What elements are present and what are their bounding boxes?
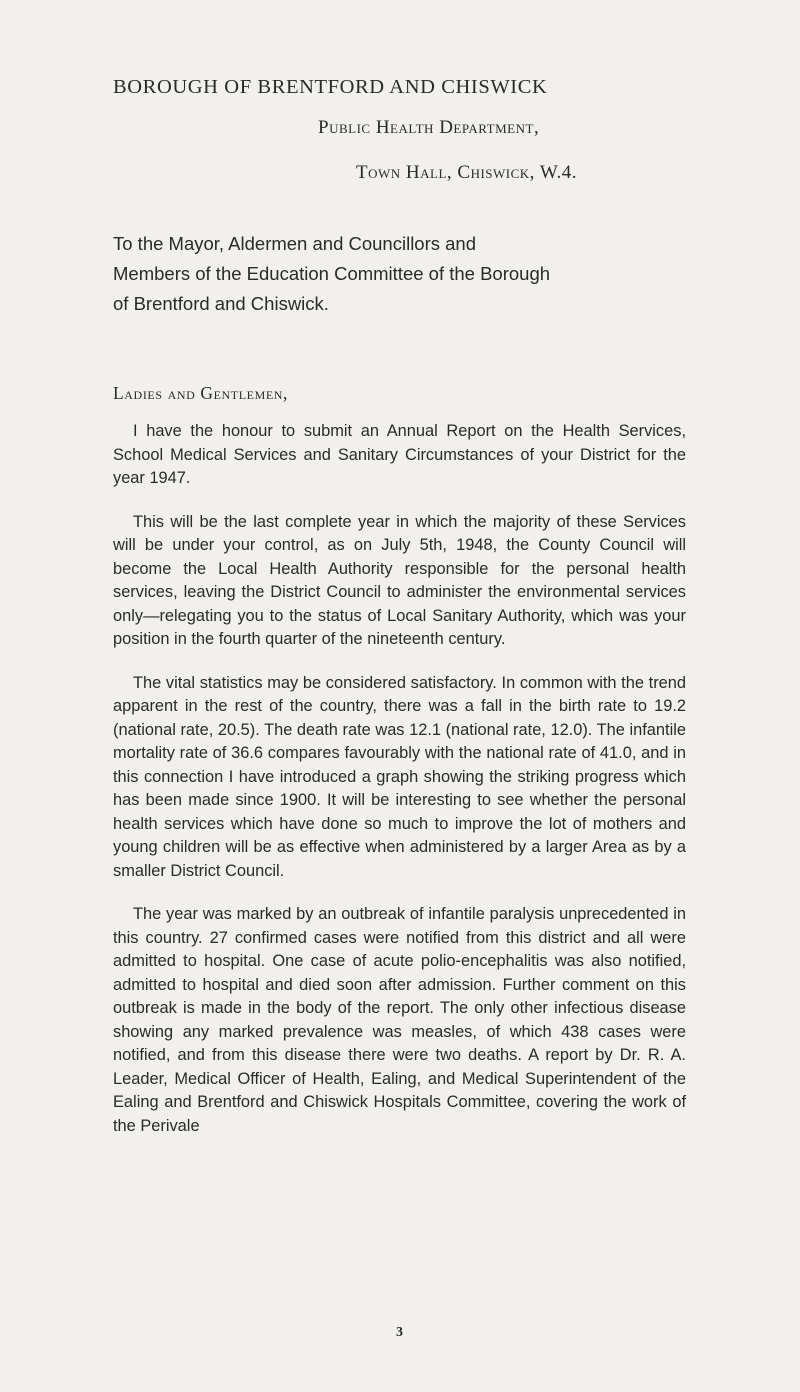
addressee-block: To the Mayor, Aldermen and Councillors and Members of the Education Committee of the Borough of Brentford and Chiswick. — [113, 233, 551, 314]
document-heading: BOROUGH OF BRENTFORD AND CHISWICK — [113, 76, 548, 98]
salutation: Ladies and Gentlemen, — [113, 383, 289, 403]
paragraph-introduction: I have the honour to submit an Annual Report on the Health Services, School Medical Services and Sanitary Circumstances of your District for the year 1947. — [113, 422, 686, 487]
paragraph-last-year: This will be the last complete year in which the majority of these Services will be under your control, as on July 5th, 1948, the County Council will become the Local Health Authority responsible for the personal health services, leaving the District Council to administer the environmental services only—relegating you to the status of Local Sanitary Authority, which was your position in the fourth quarter of the nineteenth century. — [113, 512, 686, 648]
paragraph-infectious-disease: The year was marked by an outbreak of infantile paralysis unprecedented in this country. 27 confirmed cases were notified from this district and all were admitted to hospital. One case of acute polio-encephalitis was also notified, admitted to hospital and died soon after admission. Further comment on this outbreak is made in the body of the report. The only other infectious disease showing any marked prevalence was measles, of which 438 cases were notified, and from this disease there were two deaths. A report by Dr. R. A. Leader, Medical Officer of Health, Ealing, and Medical Superintendent of the Ealing and Brentford and Chiswick Hospitals Committee, covering the work of the Perivale — [113, 905, 686, 1135]
department-line: Public Health Department, — [318, 117, 540, 138]
page-number: 3 — [396, 1325, 403, 1340]
paragraph-vital-statistics: The vital statistics may be considered satisfactory. In common with the trend apparent in the rest of the country, there was a fall in the birth rate to 19.2 (national rate, 20.5). The death rate was 12.1 (national rate, 12.0). The infantile mortality rate of 36.6 compares favourably with the national rate of 41.0, and in this connection I have introduced a graph showing the striking progress which has been made since 1900. It will be interesting to see whether the personal health services which have done so much to improve the lot of mothers and young children will be as effective when administered by a larger Area as by a smaller District Council. — [113, 673, 686, 880]
address-line: Town Hall, Chiswick, W.4. — [356, 162, 578, 183]
report-body — [113, 420, 686, 1158]
